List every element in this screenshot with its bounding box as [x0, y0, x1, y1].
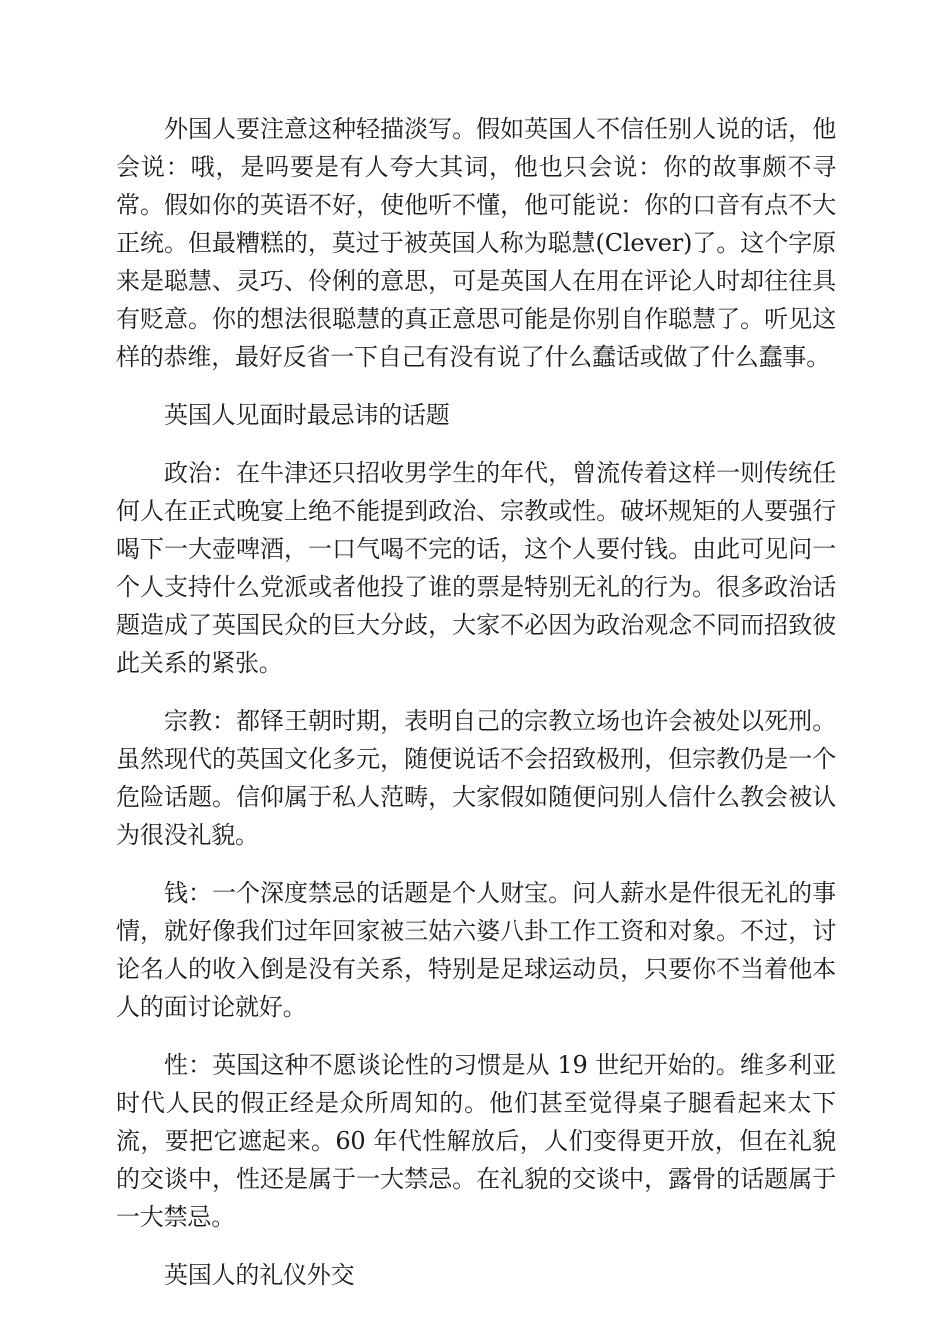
section-heading-taboo-topics: 英国人见面时最忌讳的话题	[164, 401, 450, 429]
paragraph-sex: 性：英国这种不愿谈论性的习惯是从 19 世纪开始的。维多利亚时代人民的假正经是众所周知的。他们甚至觉得桌子腿看起来太下流，要把它遮起来。60 年代性解放后，人们变得更开放，但在礼貌的交谈中，性还是属于一大禁忌。在礼貌的交谈中，露骨的话题属于一大禁忌。	[116, 1051, 836, 1231]
paragraph-money: 钱：一个深度禁忌的话题是个人财宝。问人薪水是件很无礼的事情，就好像我们过年回家被三姑六婆八卦工作工资和对象。不过，讨论名人的收入倒是没有关系，特别是足球运动员，只要你不当着他本人的面讨论就好。	[116, 879, 836, 1021]
paragraph-politics: 政治：在牛津还只招收男学生的年代，曾流传着这样一则传统任何人在正式晚宴上绝不能提到政治、宗教或性。破坏规矩的人要强行喝下一大壶啤酒，一口气喝不完的话，这个人要付钱。由此可见问一个人支持什么党派或者他投了谁的票是特别无礼的行为。很多政治话题造成了英国民众的巨大分歧，大家不必因为政治观念不同而招致彼此关系的紧张。	[116, 459, 836, 677]
paragraph-understatement: 外国人要注意这种轻描淡写。假如英国人不信任别人说的话，他会说：哦，是吗要是有人夸大其词，他也只会说：你的故事颇不寻常。假如你的英语不好，使他听不懂，他可能说：你的口音有点不大正统。但最糟糕的，莫过于被英国人称为聪慧(Clever)了。这个字原来是聪慧、灵巧、伶俐的意思，可是英国人在用在评论人时却往往具有贬意。你的想法很聪慧的真正意思可能是你别自作聪慧了。听见这样的恭维，最好反省一下自己有没有说了什么蠢话或做了什么蠢事。	[116, 115, 836, 371]
paragraph-religion: 宗教：都铎王朝时期，表明自己的宗教立场也许会被处以死刑。虽然现代的英国文化多元，随便说话不会招致极刑，但宗教仍是一个危险话题。信仰属于私人范畴，大家假如随便问别人信什么教会被认为很没礼貌。	[116, 707, 836, 849]
section-heading-etiquette: 英国人的礼仪外交	[164, 1261, 355, 1289]
document-page	[116, 110, 836, 1314]
